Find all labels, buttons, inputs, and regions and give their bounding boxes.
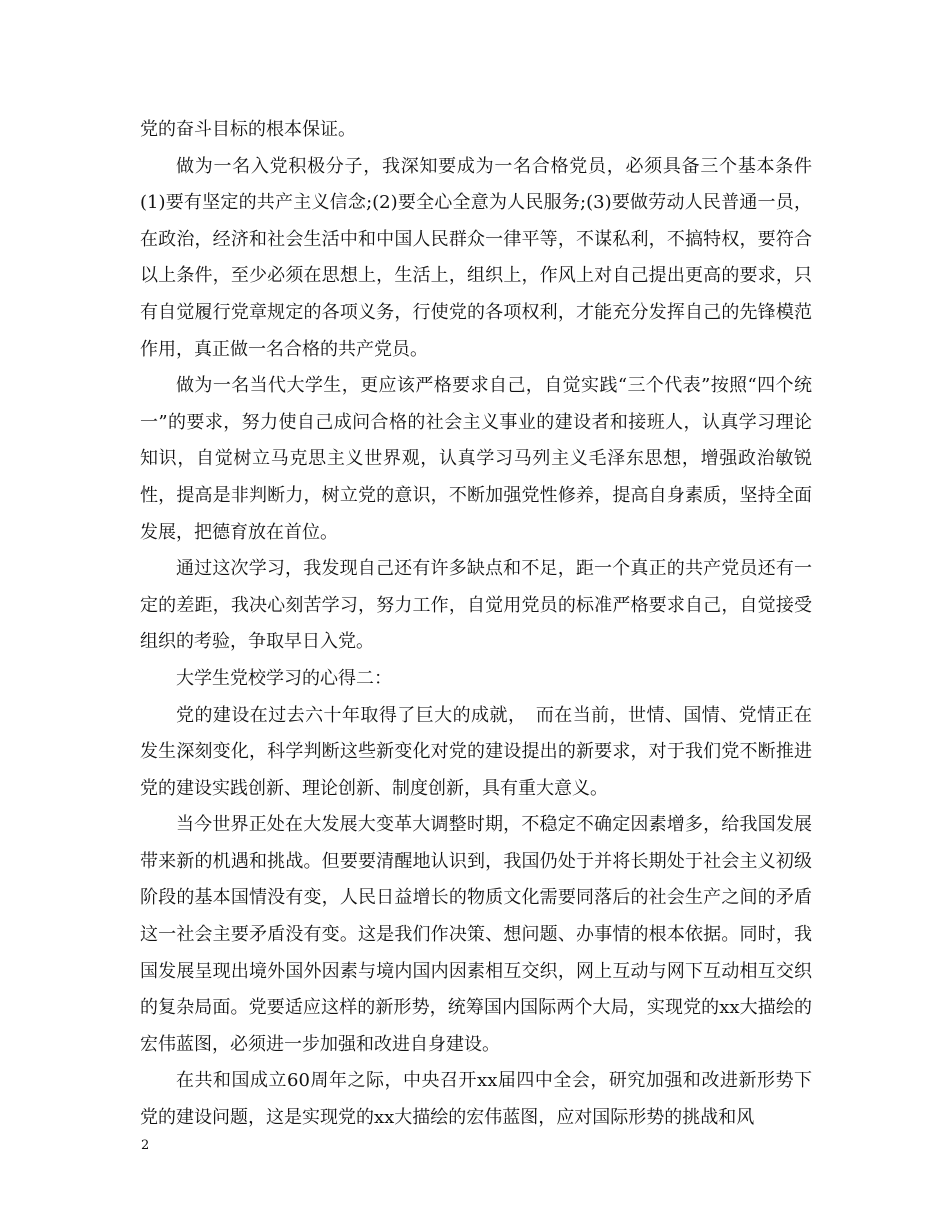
paragraph-7: 在共和国成立60周年之际，中央召开xx届四中全会，研究加强和改进新形势下党的建设问题，这是实现党的xx大描绘的宏伟蓝图，应对国际形势的挑战和风 [140, 1070, 812, 1129]
paragraph-6: 当今世界正处在大发展大变革大调整时期，不稳定不确定因素增多，给我国发展带来新的机遇和挑战。但要要清醒地认识到，我国仍处于并将长期处于社会主义初级阶段的基本国情没有变，人民日益增长的物质文化需要同落后的社会生产之间的矛盾这一社会主要矛盾没有变。这是我们作决策、想问题、办事情的根本依据。同时，我国发展呈现出境外国外因素与境内国内因素相互交织，网上互动与网下互动相互交织的复杂局面。党要适应这样的新形势，统筹国内国际两个大局，实现党的xx大描绘的宏伟蓝图，必须进一步加强和改进自身建设。 [140, 814, 812, 1055]
paragraph-5: 党的建设在过去六十年取得了巨大的成就， 而在当前，世情、国情、党情正在发生深刻变化，科学判断这些新变化对党的建设提出的新要求，对于我们党不断推进党的建设实践创新、理论创新、制度创新，具有重大意义。 [140, 704, 812, 799]
paragraph-3: 做为一名当代大学生，更应该严格要求自己，自觉实践“三个代表”按照“四个统一”的要求，努力使自己成问合格的社会主义事业的建设者和接班人，认真学习理论知识，自觉树立马克思主义世界观，认真学习马列主义毛泽东思想，增强政治敏锐性，提高是非判断力，树立党的意识，不断加强党性修养，提高自身素质，坚持全面发展，把德育放在首位。 [140, 375, 812, 543]
page-number: 2 [141, 1138, 150, 1153]
paragraph-2: 做为一名入党积极分子，我深知要成为一名合格党员，必须具备三个基本条件(1)要有坚定的共产主义信念;(2)要全心全意为人民服务;(3)要做劳动人民普通一员，在政治，经济和社会生活中和中国人民群众一律平等，不谋私利，不搞特权，要符合以上条件，至少必须在思想上，生活上，组织上，作风上对自己提出更高的要求，只有自觉履行党章规定的各项义务，行使党的各项权利，才能充分发挥自己的先锋模范作用，真正做一名合格的共产党员。 [140, 155, 812, 360]
paragraph-1: 党的奋斗目标的根本保证。 [140, 119, 356, 140]
section-heading: 大学生党校学习的心得二： [176, 667, 392, 689]
document-body [140, 112, 812, 1137]
paragraph-4: 通过这次学习，我发现自己还有许多缺点和不足，距一个真正的共产党员还有一定的差距，我决心刻苦学习，努力工作，自觉用党员的标准严格要求自己，自觉接受组织的考验，争取早日入党。 [140, 558, 812, 653]
